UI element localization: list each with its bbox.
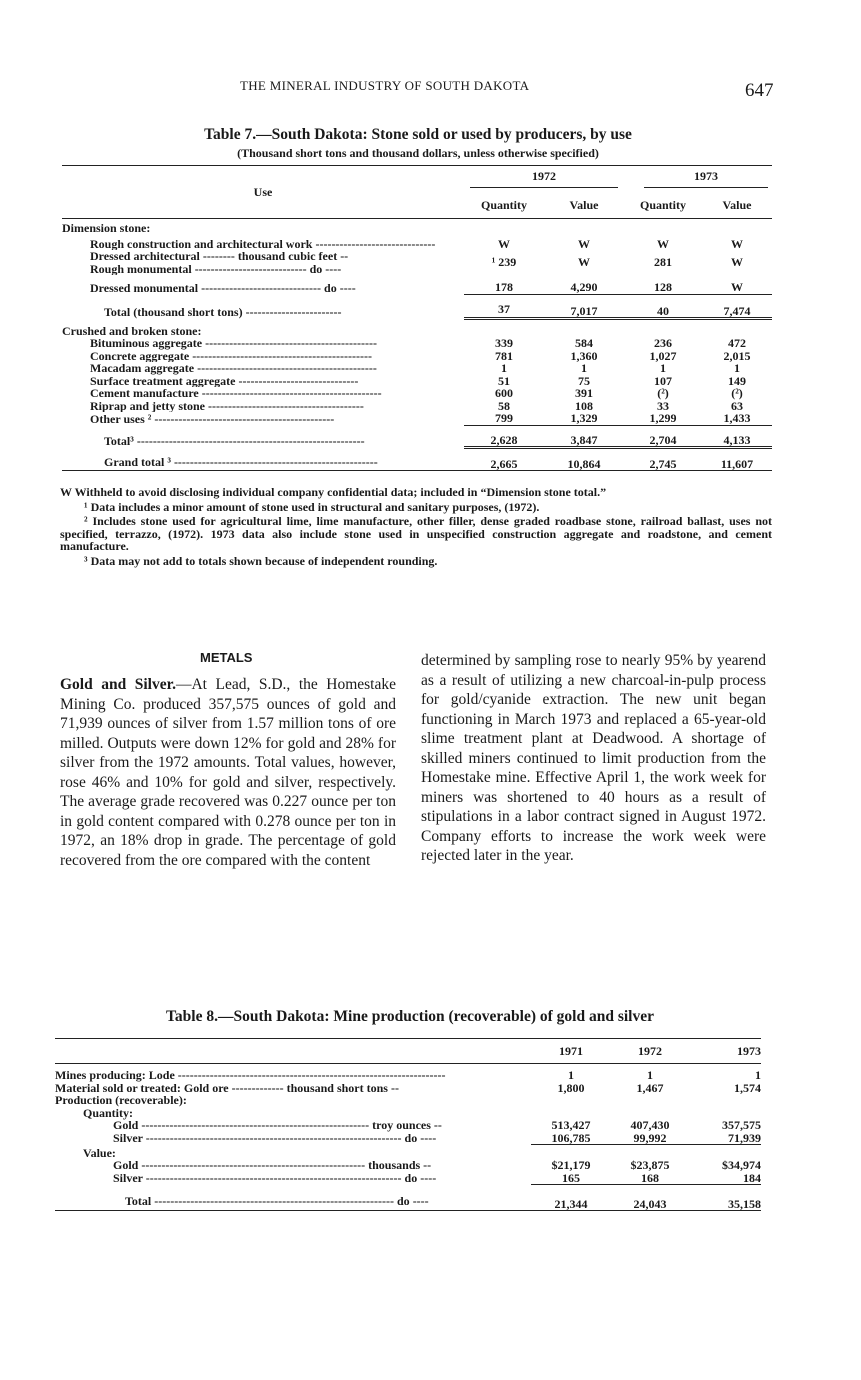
row-label: Cement manufacture --------------------------------------------- [90,387,382,400]
cell: 2,015 [723,348,751,363]
total-row [62,425,772,448]
table7-title: Table 7.—South Dakota: Stone sold or used by producers, by use [204,126,632,143]
table-row [55,1172,761,1185]
running-head: THE MINERAL INDUSTRY OF SOUTH DAKOTA [240,78,530,93]
row-label: Total³ --------------------------------------------------------- [104,434,365,448]
row-label: Macadam aggregate --------------------------------------------- [90,362,377,375]
col-quantity: Quantity [639,197,686,212]
cell: 1 [501,361,507,375]
cell: $34,974 [722,1158,761,1172]
cell: 168 [611,1172,689,1185]
cell: 106,785 [531,1132,611,1145]
cell: 184 [689,1172,761,1185]
page-number: 647 [745,80,774,101]
cell: 4,290 [570,280,598,294]
cell: 165 [531,1172,611,1185]
col-value: Value [722,197,752,212]
row-label: Dressed monumental ------------------------------ do ---- [90,280,356,294]
cell: 3,847 [544,425,624,448]
year-1972: 1972 [470,170,618,189]
table-row [62,275,772,294]
cell: 1,027 [649,348,677,363]
metals-right-column: determined by sampling rose to nearly 95% by yearend as a result of utilizing a new charcoal-in-pulp process for gold/cyanide extraction. The new unit began functioning in March 1973 and replaced a 65-year-old slime treatment plant at Deadwood. A shortage of skilled miners continued to limit production from the Homestake mine. Effective April 1, the work week for miners was shortened to 40 hours as a result of stipulations in a labor contract signed in August 1972. Company efforts to increase the work week were rejected later in the year. [421,652,766,864]
cell: 1,574 [734,1080,761,1095]
section-crushed-stone: Crushed and broken stone: [62,323,202,338]
table-row [62,235,772,251]
col-value: Value [569,197,599,212]
cell: 281 [654,255,672,270]
cell: 40 [624,294,702,319]
col-quantity: Quantity [480,197,527,212]
metals-left-column [60,675,396,870]
cell: 71,939 [689,1132,761,1145]
row-label: Material sold or treated: Gold ore ------------- thousand short tons -- [55,1081,399,1094]
row-label: Mines producing: Lode ------------------------------------------------------------------- [55,1068,446,1082]
cell: (²) [657,386,669,400]
row-label: Gold -------------------------------------------------------- thousands -- [113,1159,432,1172]
cell: 1,467 [636,1080,664,1095]
paragraph-text: —At Lead, S.D., the Homestake Mining Co. produced 357,575 ounces of gold and 71,939 ounces of silver from 1.57 million tons of ore milled. Outputs were down 12% for gold and 28% for silver from the 1972 amounts. Total values, however, rose 46% and 10% for gold and silver, respectively. The average grade recovered was 0.227 ounce per ton in gold content compared with 0.278 ounce per ton in 1972, an 18% drop in grade. The percentage of gold recovered from the ore compared with the content [60,676,396,869]
cell: 1,329 [570,411,598,425]
cell: 781 [495,348,513,363]
table-row [62,362,772,375]
cell: 58 [498,398,510,413]
row-label: Gold --------------------------------------------------------- troy ounces -- [113,1119,442,1132]
row-label: Quantity: [83,1105,134,1120]
cell: 107 [654,373,672,388]
table-row [62,250,772,263]
cell: 513,427 [551,1118,591,1132]
year-1972: 1972 [638,1043,662,1058]
row-label: Rough monumental ---------------------------- do ---- [90,262,342,275]
section-heading [62,319,772,338]
cell: W [578,255,590,270]
cell: 21,344 [554,1196,588,1211]
cell: 584 [575,336,593,350]
cell: 339 [495,336,513,350]
table7-footnotes [60,486,772,567]
table-row [62,337,772,350]
cell: 1,433 [723,411,751,425]
table7-subtitle: (Thousand short tons and thousand dollars, unless otherwise specified) [237,146,599,160]
cell: 1 [647,1068,653,1082]
row-label: Total ------------------------------------------------------------ do ---- [125,1193,429,1208]
cell: 33 [657,398,669,413]
cell: 236 [654,336,672,350]
cell: 51 [498,373,510,388]
section-heading-metals: METALS [200,650,253,665]
cell: 799 [495,411,513,425]
row-label: Silver ---------------------------------------------------------------- do ---- [113,1131,437,1145]
cell: 1,299 [649,411,677,425]
cell: W [731,236,743,251]
cell: $23,875 [630,1158,670,1172]
row-label: Rough construction and architectural work ------------------------------ [90,236,436,250]
row-label: Production (recoverable): [55,1093,187,1107]
cell: 2,745 [624,448,702,471]
row-label: Surface treatment aggregate ------------------------------ [90,374,359,387]
cell: 178 [495,280,513,294]
cell: 1,800 [557,1080,585,1095]
table-row [62,412,772,425]
table-row [55,1159,761,1172]
cell: 357,575 [722,1118,761,1132]
row-label: Dressed architectural -------- thousand cubic feet -- [90,250,349,263]
cell: 128 [654,280,672,294]
table-row [55,1119,761,1132]
cell: 1 [734,361,740,375]
section-heading [62,219,772,235]
cell: 1 [660,361,666,375]
row-label: Total (thousand short tons) ------------------------ [104,305,342,319]
cell: 149 [728,373,746,388]
table7 [62,165,772,471]
table-row [55,1132,761,1145]
cell: 35,158 [728,1196,761,1211]
table-row [62,387,772,400]
footnote: ¹ Data includes a minor amount of stone used in structural and sanitary purposes, (1972). [84,499,540,514]
cell: 1,360 [570,348,598,363]
cell: 1 [581,361,587,375]
row-label: Silver ---------------------------------------------------------------- do ---- [113,1171,437,1185]
cell: 2,665 [464,448,544,471]
cell: 11,607 [702,448,772,471]
cell: 37 [464,294,544,319]
row-label: Riprap and jetty stone --------------------------------------- [90,399,364,412]
cell: 407,430 [630,1118,670,1132]
row-label: Value: [83,1145,116,1160]
footnote: ² Includes stone used for agricultural lime, lime manufacture, other filler, dense graded roadbase stone, railroad ballast, uses not specified, terrazzo, (1972). 1973 data also include stone used in unspecified construction aggregate and roadstone, and cement manufacture. [60,514,772,553]
table-row [55,1064,761,1082]
year-1971: 1971 [559,1043,583,1058]
row-label: Other uses ² --------------------------------------------- [90,412,335,425]
table7-header-years [62,166,772,193]
cell: 7,474 [702,294,772,319]
cell: 2,704 [624,425,702,448]
cell: 1 [755,1068,761,1082]
cell: W [731,255,743,270]
grand-total-row [62,448,772,471]
cell: W [498,236,510,251]
cell: ¹ 239 [491,255,517,270]
year-1973: 1973 [644,170,768,189]
cell: $21,179 [551,1158,591,1172]
cell: W [731,280,743,294]
total-row [62,294,772,319]
cell: 600 [495,386,513,400]
cell: 391 [575,386,593,400]
cell: W [578,236,590,251]
cell: (²) [731,386,743,400]
col-use: Use [62,166,464,219]
row-label: Bituminous aggregate ------------------------------------------- [90,337,377,350]
cell: 1 [568,1068,574,1082]
cell: 99,992 [611,1132,689,1145]
cell: 24,043 [633,1196,667,1211]
cell: 7,017 [544,294,624,319]
runin-heading: Gold and Silver. [60,676,176,693]
section-dimension-stone: Dimension stone: [62,221,151,235]
cell: 75 [578,373,590,388]
cell: 472 [728,336,746,350]
cell: 108 [575,398,593,413]
cell: 63 [731,398,743,413]
footnote: ³ Data may not add to totals shown because of independent rounding. [84,553,438,568]
footnote: W Withheld to avoid disclosing individual company confidential data; included in “Dimension stone total.” [60,485,607,499]
cell: 10,864 [544,448,624,471]
total-row [55,1185,761,1211]
table8 [55,1038,761,1211]
cell: 4,133 [702,425,772,448]
year-1973: 1973 [737,1043,761,1058]
table8-title: Table 8.—South Dakota: Mine production (recoverable) of gold and silver [166,1008,654,1025]
cell: W [657,236,669,251]
row-label: Grand total ³ --------------------------------------------------- [104,454,378,469]
table-row [55,1145,761,1160]
table8-header [55,1039,761,1064]
row-label: Concrete aggregate --------------------------------------------- [90,349,373,362]
cell: 2,628 [464,425,544,448]
